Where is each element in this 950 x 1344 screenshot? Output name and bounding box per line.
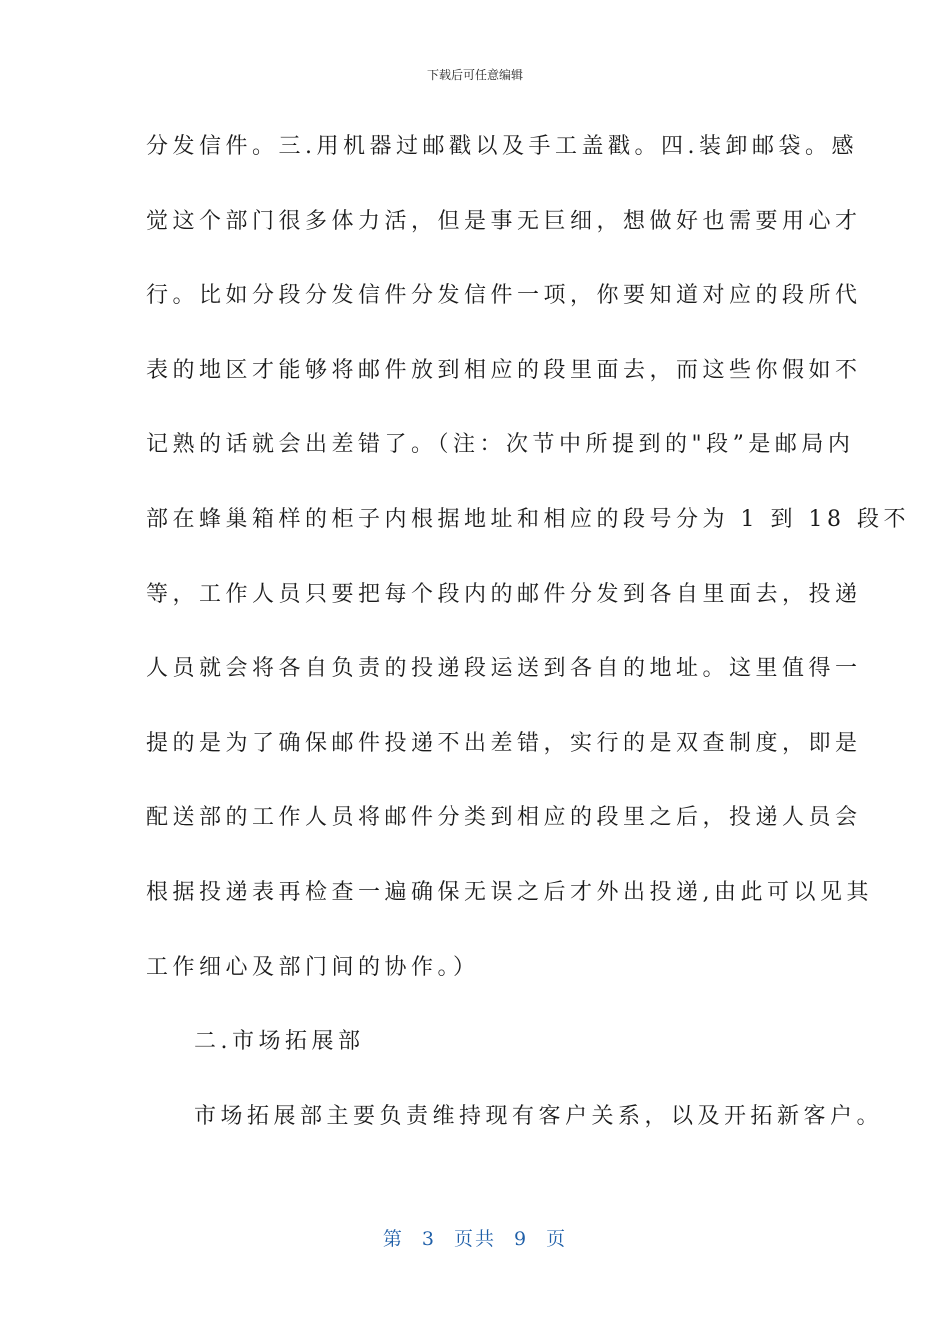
body-line-4: 表的地区才能够将邮件放到相应的段里面去，而这些你假如不 bbox=[146, 357, 862, 383]
body-line-6: 部在蜂巢箱样的柜子内根据地址和相应的段号分为 1 到 18 段不 bbox=[146, 506, 910, 532]
body-line-3: 行。比如分段分发信件分发信件一项，你要知道对应的段所代 bbox=[146, 283, 862, 309]
page-number-footer bbox=[0, 1224, 950, 1251]
footer-prefix: 第 bbox=[382, 1228, 404, 1250]
body-line-5: 记熟的话就会出差错了。（注：次节中所提到的"段”是邮局内 bbox=[146, 432, 855, 458]
body-line-12: 工作细心及部门间的协作。） bbox=[146, 954, 480, 980]
body-line-11: 根据投递表再检查一遍确保无误之后才外出投递,由此可以见其 bbox=[146, 879, 873, 905]
body-line-10: 配送部的工作人员将邮件分类到相应的段里之后，投递人员会 bbox=[146, 805, 862, 831]
body-line-9: 提的是为了确保邮件投递不出差错，实行的是双查制度，即是 bbox=[146, 730, 862, 756]
footer-total-pages: 9 bbox=[514, 1228, 529, 1250]
paragraph-first-line: 市场拓展部主要负责维持现有客户关系，以及开拓新客户。 bbox=[194, 1103, 884, 1129]
document-body bbox=[146, 122, 910, 1166]
body-line-8: 人员就会将各自负责的投递段运送到各自的地址。这里值得一 bbox=[146, 656, 862, 682]
body-line-1: 分发信件。三.用机器过邮戳以及手工盖戳。四.装卸邮袋。感 bbox=[146, 134, 858, 159]
download-note-header: 下载后可任意编辑 bbox=[426, 68, 523, 82]
body-line-7: 等，工作人员只要把每个段内的邮件分发到各自里面去，投递 bbox=[146, 581, 862, 607]
section-heading: 二.市场拓展部 bbox=[194, 1029, 365, 1055]
footer-middle: 页共 bbox=[453, 1228, 496, 1250]
footer-suffix: 页 bbox=[546, 1228, 568, 1250]
body-line-2: 觉这个部门很多体力活，但是事无巨细，想做好也需要用心才 bbox=[146, 208, 862, 234]
footer-current-page: 3 bbox=[421, 1228, 436, 1250]
